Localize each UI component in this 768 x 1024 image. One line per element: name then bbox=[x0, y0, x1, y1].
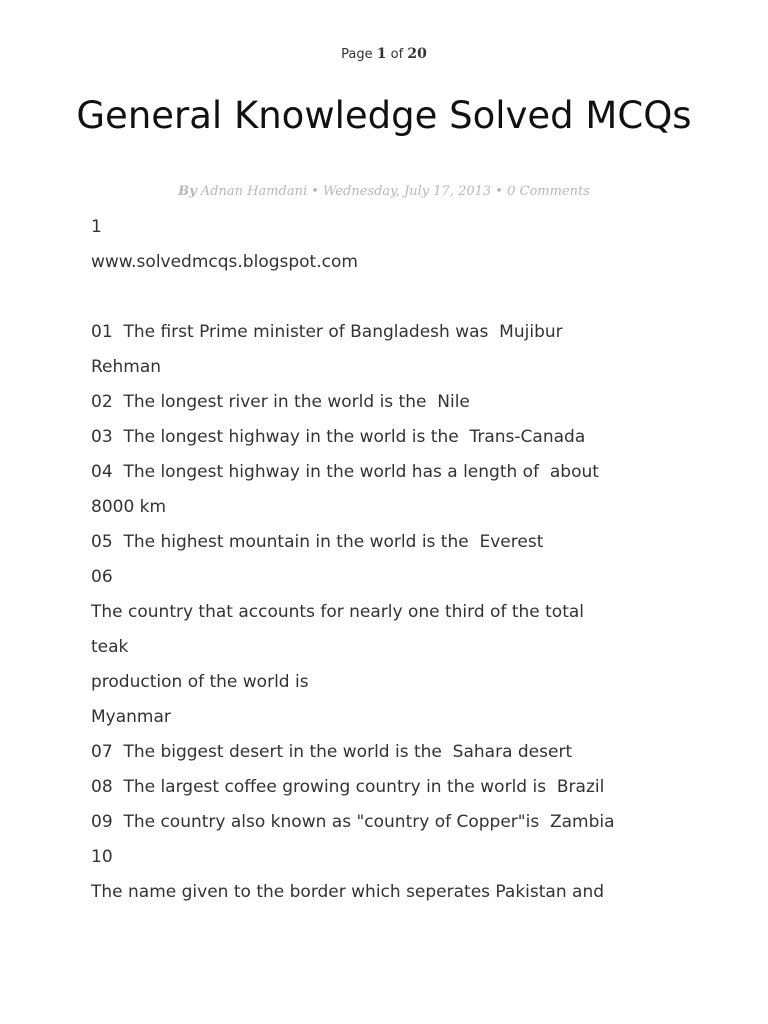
body-line: The name given to the border which seperates Pakistan and bbox=[91, 882, 605, 902]
page-of-label: of bbox=[386, 47, 408, 62]
body-line: 01 The first Prime minister of Bangladesh was Mujibur bbox=[91, 322, 563, 342]
body-line: 05 The highest mountain in the world is the Everest bbox=[91, 532, 544, 552]
body-line: The country that accounts for nearly one third of the total bbox=[91, 602, 585, 622]
body-line: 04 The longest highway in the world has a length of about bbox=[91, 462, 599, 482]
body-line: Myanmar bbox=[91, 707, 171, 727]
body-line: production of the world is bbox=[91, 672, 309, 692]
total-pages-number: 20 bbox=[407, 46, 427, 62]
source-link[interactable]: www.solvedmcqs.blogspot.com bbox=[91, 252, 358, 272]
body-line: teak bbox=[91, 637, 129, 657]
body-line: 07 The biggest desert in the world is the Sahara desert bbox=[91, 742, 573, 762]
body-line: Rehman bbox=[91, 357, 162, 377]
body-line: 06 bbox=[91, 567, 113, 587]
article-byline bbox=[0, 184, 768, 199]
body-line: 08 The largest coffee growing country in the world is Brazil bbox=[91, 777, 605, 797]
page-indicator bbox=[0, 46, 768, 62]
current-page-number: 1 bbox=[376, 46, 387, 62]
body-line: 8000 km bbox=[91, 497, 167, 517]
article-title: General Knowledge Solved MCQs bbox=[76, 94, 692, 137]
body-line: 10 bbox=[91, 847, 113, 867]
byline-details: Adnan Hamdani • Wednesday, July 17, 2013 • 0 Comments bbox=[196, 184, 590, 199]
body-line: 09 The country also known as "country of Copper"is Zambia bbox=[91, 812, 615, 832]
blank-line bbox=[91, 280, 711, 315]
body-line: 1 bbox=[91, 217, 102, 237]
body-line: 02 The longest river in the world is the Nile bbox=[91, 392, 470, 412]
body-line: 03 The longest highway in the world is the Trans-Canada bbox=[91, 427, 586, 447]
byline-by: By bbox=[178, 184, 197, 199]
page-prefix: Page bbox=[341, 47, 377, 62]
article-body bbox=[91, 210, 711, 910]
